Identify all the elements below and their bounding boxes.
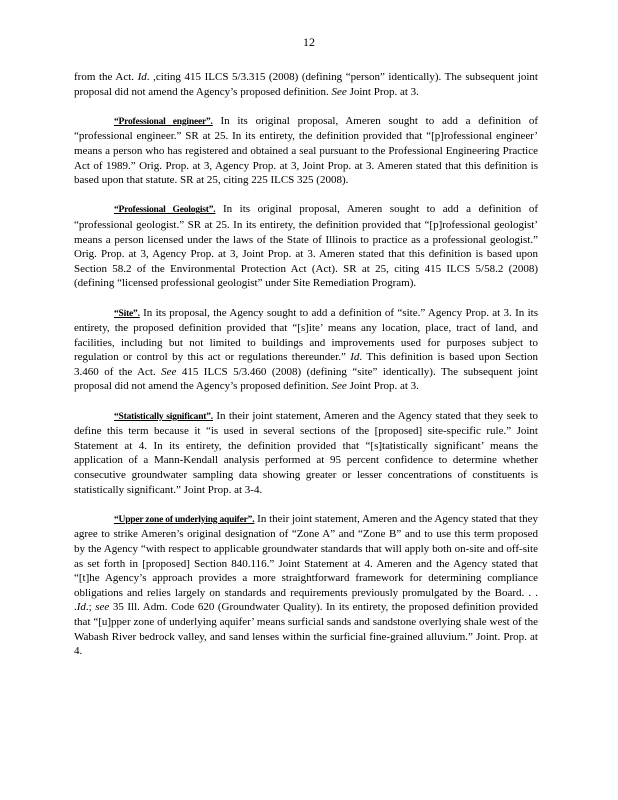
paragraph-professional-engineer: [74, 114, 538, 188]
defined-term: “Professional engineer”.: [114, 116, 213, 127]
text-run: In their joint statement, Ameren and the Agency stated that they agree to strike Ameren’s original designation of “Zone A” and “Zone B” and to use this term proposed by the Agency “with respect to applicable groundwater standards that will apply both on-site and off-site as set forth in [proposed] Section 840.116.” Joint Statement at 4. Ameren and the Agency stated that “[t]he Agency’s approach provides a more straightforward framework for determining compliance obligations and relies largely on standards and requirements previously promulgated by the Board. . . .: [74, 512, 538, 614]
citation-see: See: [331, 85, 347, 98]
paragraph-site: [74, 306, 538, 395]
citation-see: See: [331, 380, 347, 393]
defined-term: “Upper zone of underlying aquifer”.: [114, 514, 255, 525]
defined-term: “Professional Geologist”.: [114, 205, 216, 216]
text-run: In its original proposal, Ameren sought to add a definition of “professional geologist.” SR at 25. In its entirety, the definition provided that “[p]rofessional geologist’ means a person licensed under the laws of the State of Illinois to practice as a professional geologist.” Orig. Prop. at 3, Agency Prop. at 3, Joint Prop. at 3. Ameren stated that this definition is based upon Section 58.2 of the Environmental Protection Act (Act). SR at 25, citing 415 ILCS 5/58.2 (2008) (defining “licensed professional geologist” under Site Remediation Program).: [74, 203, 538, 290]
text-run: 415 ILCS 5/3.460 (2008) (defining “site” identically). The subsequent joint proposal did not amend the Agency’s proposed definition.: [74, 365, 538, 393]
citation-id: Id: [137, 71, 147, 83]
text-run: In its original proposal, Ameren sought to add a definition of “professional engineer.” SR at 25. In its entirety, the definition provided that “[p]rofessional engineer’ means a person who has registered and obtained a seal pursuant to the Professional Engineering Practice Act of 1989.” Orig. Prop. at 3, Agency Prop. at 3, Joint Prop. at 3. Ameren stated that this definition is based upon that statute. SR at 25, citing 225 ILCS 325 (2008).: [74, 114, 538, 187]
text-run: . This definition is based upon Section 3.460 of the Act.: [74, 351, 538, 378]
page-number: 12: [303, 35, 315, 49]
text-run: Joint Prop. at 3.: [346, 85, 419, 98]
citation-see: See: [161, 365, 177, 378]
defined-term: “Statistically significant”.: [114, 411, 213, 422]
text-run: from the Act.: [74, 71, 138, 83]
paragraph-upper-zone-aquifer: [74, 512, 538, 659]
text-run: .;: [85, 601, 96, 614]
citation-see: see: [95, 601, 110, 614]
text-run: . ,citing 415 ILCS 5/3.315 (2008) (defining “person” identically). The subsequent joint proposal did not amend the Agency’s proposed definition.: [74, 71, 538, 98]
paragraph-statistically-significant: [74, 409, 538, 498]
paragraph-person-continuation: [74, 70, 538, 99]
defined-term: “Site”.: [114, 308, 140, 319]
paragraph-professional-geologist: [74, 202, 538, 291]
text-run: In their joint statement, Ameren and the Agency stated that they seek to define this term because it “is used in several sections of the [proposed] site-specific rule.” Joint Statement at 4. In its entirety, the definition provided that “[s]tatistically significant’ means the application of a Mann-Kendall analysis performed at 95 percent confidence to determine whether consecutive groundwater sampling data showing greater or lesser concentrations of constituents is statistically significant.” Joint Prop. at 3-4.: [74, 409, 538, 496]
document-body: [74, 70, 538, 673]
text-run: In its proposal, the Agency sought to add a definition of “site.” Agency Prop. at 3. In its entirety, the proposed definition provided that “[s]ite’ means any location, place, tract of land, and facilities, including but not limited to buildings and improvements used for purposes subject to regulation or control by this act or regulations thereunder.”: [74, 306, 538, 364]
text-run: 35 Ill. Adm. Code 620 (Groundwater Quality). In its entirety, the proposed definition provided that “[u]pper zone of underlying aquifer’ means surficial sands and sandstone overlying shale west of the Wabash River bedrock valley, and sand lenses within the surficial fine-grained alluvium.” Joint. Prop. at 4.: [74, 601, 538, 658]
citation-id: Id: [350, 351, 360, 364]
citation-id: Id: [76, 601, 86, 614]
text-run: Joint Prop. at 3.: [346, 380, 419, 393]
